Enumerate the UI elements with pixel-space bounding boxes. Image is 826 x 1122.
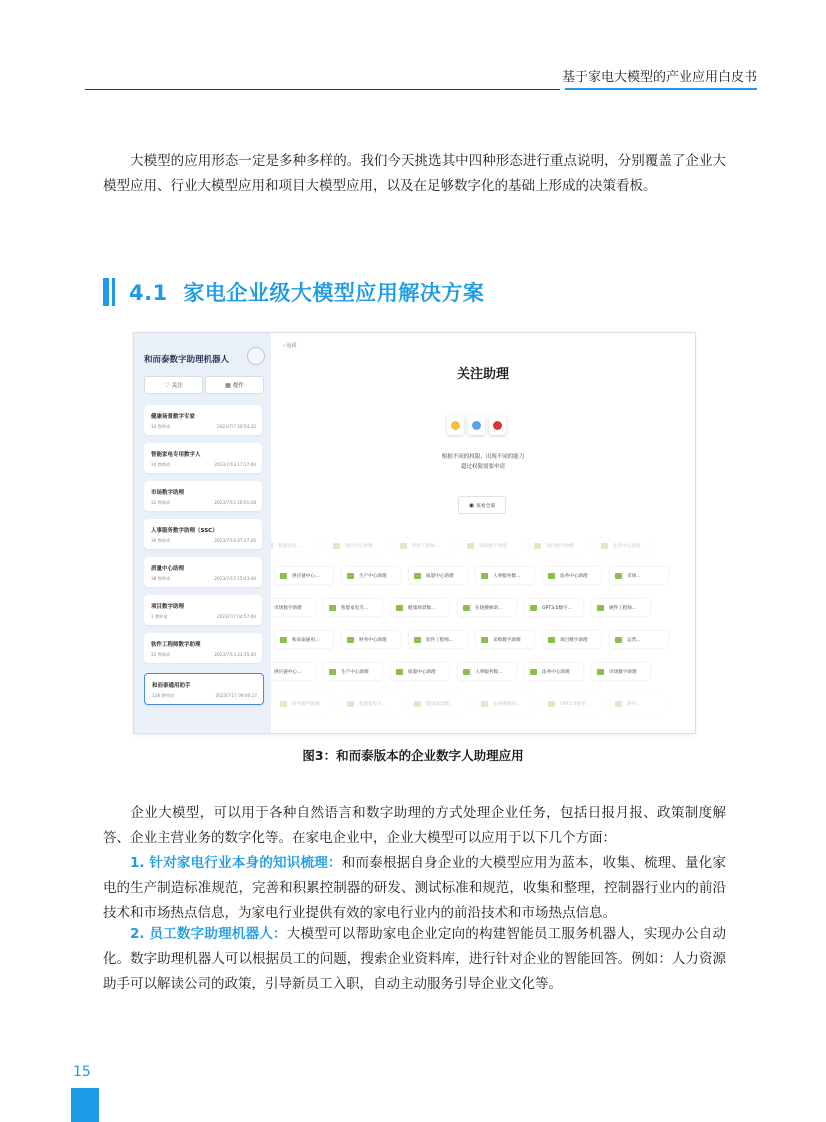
assistant-tag-grid [271,537,695,733]
assistant-card[interactable] [144,595,262,625]
follow-button[interactable] [144,376,203,394]
assistant-tag[interactable] [476,631,534,648]
tag-label: 智能家电... [278,543,301,549]
tag-row [271,663,650,680]
tag-row [275,631,668,648]
doc-icon [530,605,537,611]
body-text-3: 大模型可以帮助家电企业定向的构建智能员工服务机器人，实现办公自动化。数字助理机器人可以根据员工的问题，搜索企业资料库，进行针对企业的智能回答。例如：人力资源助手可以解读公司的政策，引导新员工入职，自动主动服务引导企业文化等。 [103,926,726,992]
tag-label: 健康场景数... [426,701,454,707]
back-link[interactable] [283,342,297,349]
doc-icon [597,605,604,611]
assistant-sidebar [134,333,271,733]
tag-row [271,537,654,554]
doc-icon [280,637,287,643]
figure-screenshot [133,332,696,734]
assistant-tag[interactable] [458,663,516,680]
doc-icon [347,637,354,643]
tag-label: 生产中心助理 [341,669,369,675]
doc-icon [548,701,555,707]
card-sub: 36 教师请 [151,538,171,543]
permission-desc-1: 根据不同的权限，出现不同的能力 [441,454,525,460]
assistant-tag[interactable] [476,695,534,712]
doc-icon [414,637,421,643]
doc-icon [396,669,403,675]
follow-button-label: 关注 [171,383,183,389]
section-title-text: 家电企业级大模型应用解决方案 [183,281,485,305]
section-title [129,277,484,307]
card-date: 2023/7/13 23:35:00 [214,652,256,657]
tag-label: 市场数字助理 [609,669,637,675]
permission-desc-2: 超过权限需要申请 [460,464,505,470]
doc-icon [481,637,488,643]
card-name: 智能家电专用数字人 [151,452,201,458]
tag-label: 智能家电专... [359,701,387,707]
doc-icon [601,543,608,549]
tag-label: 项目中心助理 [345,543,373,549]
emoji-group [447,415,506,435]
tag-label: 采购数字助理 [493,637,521,643]
tag-label: 硬件... [627,701,641,707]
assistant-tag[interactable] [328,537,386,554]
assistant-tag[interactable] [409,695,467,712]
tag-label: 硬件工程师... [609,605,637,611]
card-date: 2023/7/13 15:43:46 [214,576,256,581]
assistant-card[interactable] [144,481,262,511]
tag-label: 项目数字助理 [560,637,588,643]
view-all-button[interactable] [458,496,506,514]
tag-row [275,567,668,584]
tag-label: 法务中心助理 [613,543,641,549]
tag-label: 质量中心助理 [426,573,454,579]
heading-bar-thin [112,278,115,306]
back-label: 返回 [286,343,297,349]
tag-label: 生产中心助理 [359,573,387,579]
panel-title: 关注助理 [456,367,509,382]
card-name: 和而泰通用助手 [152,683,191,689]
heart-icon: ♡ [164,381,170,389]
list-heading-2: 2. 员工数字助理机器人： [130,926,287,942]
tag-label: 市场数字助理 [274,605,302,611]
assistant-tag[interactable] [592,663,650,680]
assistant-tag[interactable] [275,695,333,712]
card-name: 人事服务数字助理（SSC） [151,528,218,534]
doc-icon [400,543,407,549]
card-sub: 38 教师请 [151,576,171,581]
doc-icon [548,573,555,579]
tag-label: 运营... [627,637,641,643]
body-paragraph-3 [103,922,726,997]
body-paragraph-1 [103,801,726,851]
tag-label: 供应链中心... [274,669,302,675]
assistant-main-panel [271,333,695,733]
assistant-card[interactable] [144,443,262,473]
view-all-label: 查看全部 [476,503,496,509]
assistant-tag[interactable] [543,567,601,584]
tag-label: 财务数字助理 [292,701,320,707]
tag-label: GPT3.5数字... [560,701,591,707]
grid-icon: ▦ [225,381,231,389]
tag-label: 健康场景数... [408,605,436,611]
assistant-tag[interactable] [275,567,333,584]
assistant-tag[interactable] [342,567,400,584]
doc-icon [280,701,287,707]
card-sub: 24 教师请 [151,462,171,467]
body-text-1: 企业大模型，可以用于各种自然语言和数字助理的方式处理企业任务，包括日报月报、政策制度解答、企业主营业务的数字化等。在家电企业中，企业大模型可以应用于以下几个方面： [103,805,726,846]
assistant-tag[interactable] [476,567,534,584]
assistant-tag[interactable] [324,663,382,680]
tag-label: 软件工程师... [412,543,440,549]
doc-icon [280,573,287,579]
card-date: 2023/7/7 20:54:32 [217,424,256,429]
assistant-tag[interactable] [543,631,601,648]
doc-icon [481,573,488,579]
body-text-2: 和而泰根据自身企业的大模型应用为蓝本，收集、梳理、量化家电的生产制造标准规范，完善和积累控制器的研发、测试标准和规范，收集和整理，控制器行业内的前沿技术和市场热点信息，为家电行业提供有效的家电行业内的前沿技术和市场热点信息。 [103,855,726,921]
assistant-tag[interactable] [525,599,583,616]
assistant-tag[interactable] [395,537,453,554]
assistant-tag[interactable] [342,695,400,712]
card-date: 2023/7/14 07:27:26 [214,538,256,543]
doc-icon [548,637,555,643]
tag-label: 在线搜索助... [493,701,521,707]
submit-button[interactable] [205,376,264,394]
doc-icon [329,605,336,611]
doc-icon [414,701,421,707]
assistant-card[interactable] [144,519,262,549]
doc-icon [481,701,488,707]
assistant-tag[interactable] [409,567,467,584]
tag-label: 智能家电专... [341,605,369,611]
assistant-card[interactable] [144,633,262,663]
assistant-card-active[interactable] [144,673,264,705]
running-header: 基于家电大模型的产业应用白皮书 [561,70,757,85]
tag-label: GPT3.5数字... [542,605,573,611]
card-date: 2023/7/17 09:00:27 [215,693,257,698]
assistant-tag[interactable] [592,599,650,616]
doc-icon [347,573,354,579]
assistant-tag[interactable] [610,695,668,712]
card-name: 质量中心助理 [151,566,185,572]
doc-icon [530,669,537,675]
tag-label: 人事服务数... [493,573,521,579]
assistant-card[interactable] [144,557,262,587]
assistant-tag[interactable] [342,631,400,648]
assistant-tag[interactable] [271,537,319,554]
submit-button-label: 提件 [232,383,244,389]
doc-icon [615,701,622,707]
chevron-left-icon: ‹ [283,343,285,349]
doc-icon [615,637,622,643]
assistant-tag[interactable] [596,537,654,554]
assistant-tag[interactable] [462,537,520,554]
assistant-tag[interactable] [271,599,315,616]
assistant-tag[interactable] [271,663,315,680]
tag-label: 人事服务数... [475,669,503,675]
tag-label: 法务中心助理 [560,573,588,579]
card-sub: 128 教师请 [152,693,174,698]
assistant-tag[interactable] [391,599,449,616]
header-accent-rule [565,88,757,90]
tag-label: 供应链中心... [292,573,320,579]
section-number: 4.1 [129,281,168,305]
header-rule [85,89,560,90]
card-name: 健康场景数字专家 [151,414,196,420]
doc-icon [463,669,470,675]
assistant-tag[interactable] [529,537,587,554]
doc-icon [347,701,354,707]
tag-label: 和而泰通用... [292,637,320,643]
badge-icon [489,415,506,435]
assistant-tag[interactable] [324,599,382,616]
doc-icon [333,543,340,549]
assistant-card[interactable] [144,405,262,435]
list-heading-1: 1. 针对家电行业本身的知识梳理： [130,855,342,871]
body-paragraph-2 [103,851,726,926]
page-number: 15 [73,1064,91,1080]
assistant-tag[interactable] [610,567,668,584]
card-sub: 2 教师请 [151,614,168,619]
assistant-tag[interactable] [458,599,516,616]
card-date: 2023/7/7 04:57:00 [217,614,256,619]
tag-label: 项目数字助理 [546,543,574,549]
tag-label: 软件工程师... [426,637,454,643]
assistant-tag[interactable] [275,631,333,648]
assistant-tag[interactable] [391,663,449,680]
eye-icon: ◉ [468,501,475,509]
cake-icon [468,415,485,435]
card-name: 项目数字助理 [151,604,185,610]
doc-icon [271,543,273,549]
figure-caption: 图3：和而泰版本的企业数字人助理应用 [302,748,524,763]
doc-icon [615,573,622,579]
tag-label: 在线搜索助... [475,605,503,611]
doc-icon [467,543,474,549]
tag-label: 质量中心助理 [408,669,436,675]
page-tab-block [71,1088,99,1122]
doc-icon [396,605,403,611]
doc-icon [534,543,541,549]
assistant-tag[interactable] [543,695,601,712]
card-date: 2023/7/15 16:01:28 [214,500,256,505]
card-name: 市场数字助理 [151,490,185,496]
tag-label: 市场... [627,573,641,579]
logo-icon [247,347,265,365]
doc-icon [329,669,336,675]
sidebar-title: 和而泰数字助理机器人 [144,355,230,365]
card-sub: 32 教师请 [151,500,171,505]
smile-icon [447,415,464,435]
section-heading [103,277,484,307]
card-date: 2023/7/13 17:17:00 [214,462,256,467]
assistant-tag[interactable] [610,631,668,648]
intro-paragraph [103,149,726,199]
assistant-tag[interactable] [409,631,467,648]
tag-row [275,695,668,712]
tag-label: 采购数字助理 [479,543,507,549]
card-sub: 22 教师请 [151,652,171,657]
doc-icon [463,605,470,611]
doc-icon [597,669,604,675]
tag-label: 财务中心助理 [359,637,387,643]
intro-text: 大模型的应用形态一定是多种多样的。我们今天挑选其中四种形态进行重点说明，分别覆盖了企业大模型应用、行业大模型应用和项目大模型应用，以及在足够数字化的基础上形成的决策看板。 [103,153,726,194]
heading-bar [103,278,109,306]
tag-row [271,599,650,616]
assistant-tag[interactable] [525,663,583,680]
card-sub: 10 教师请 [151,424,171,429]
doc-icon [414,573,421,579]
card-name: 软件工程师数字助理 [151,642,201,648]
tag-label: 法务中心助理 [542,669,570,675]
